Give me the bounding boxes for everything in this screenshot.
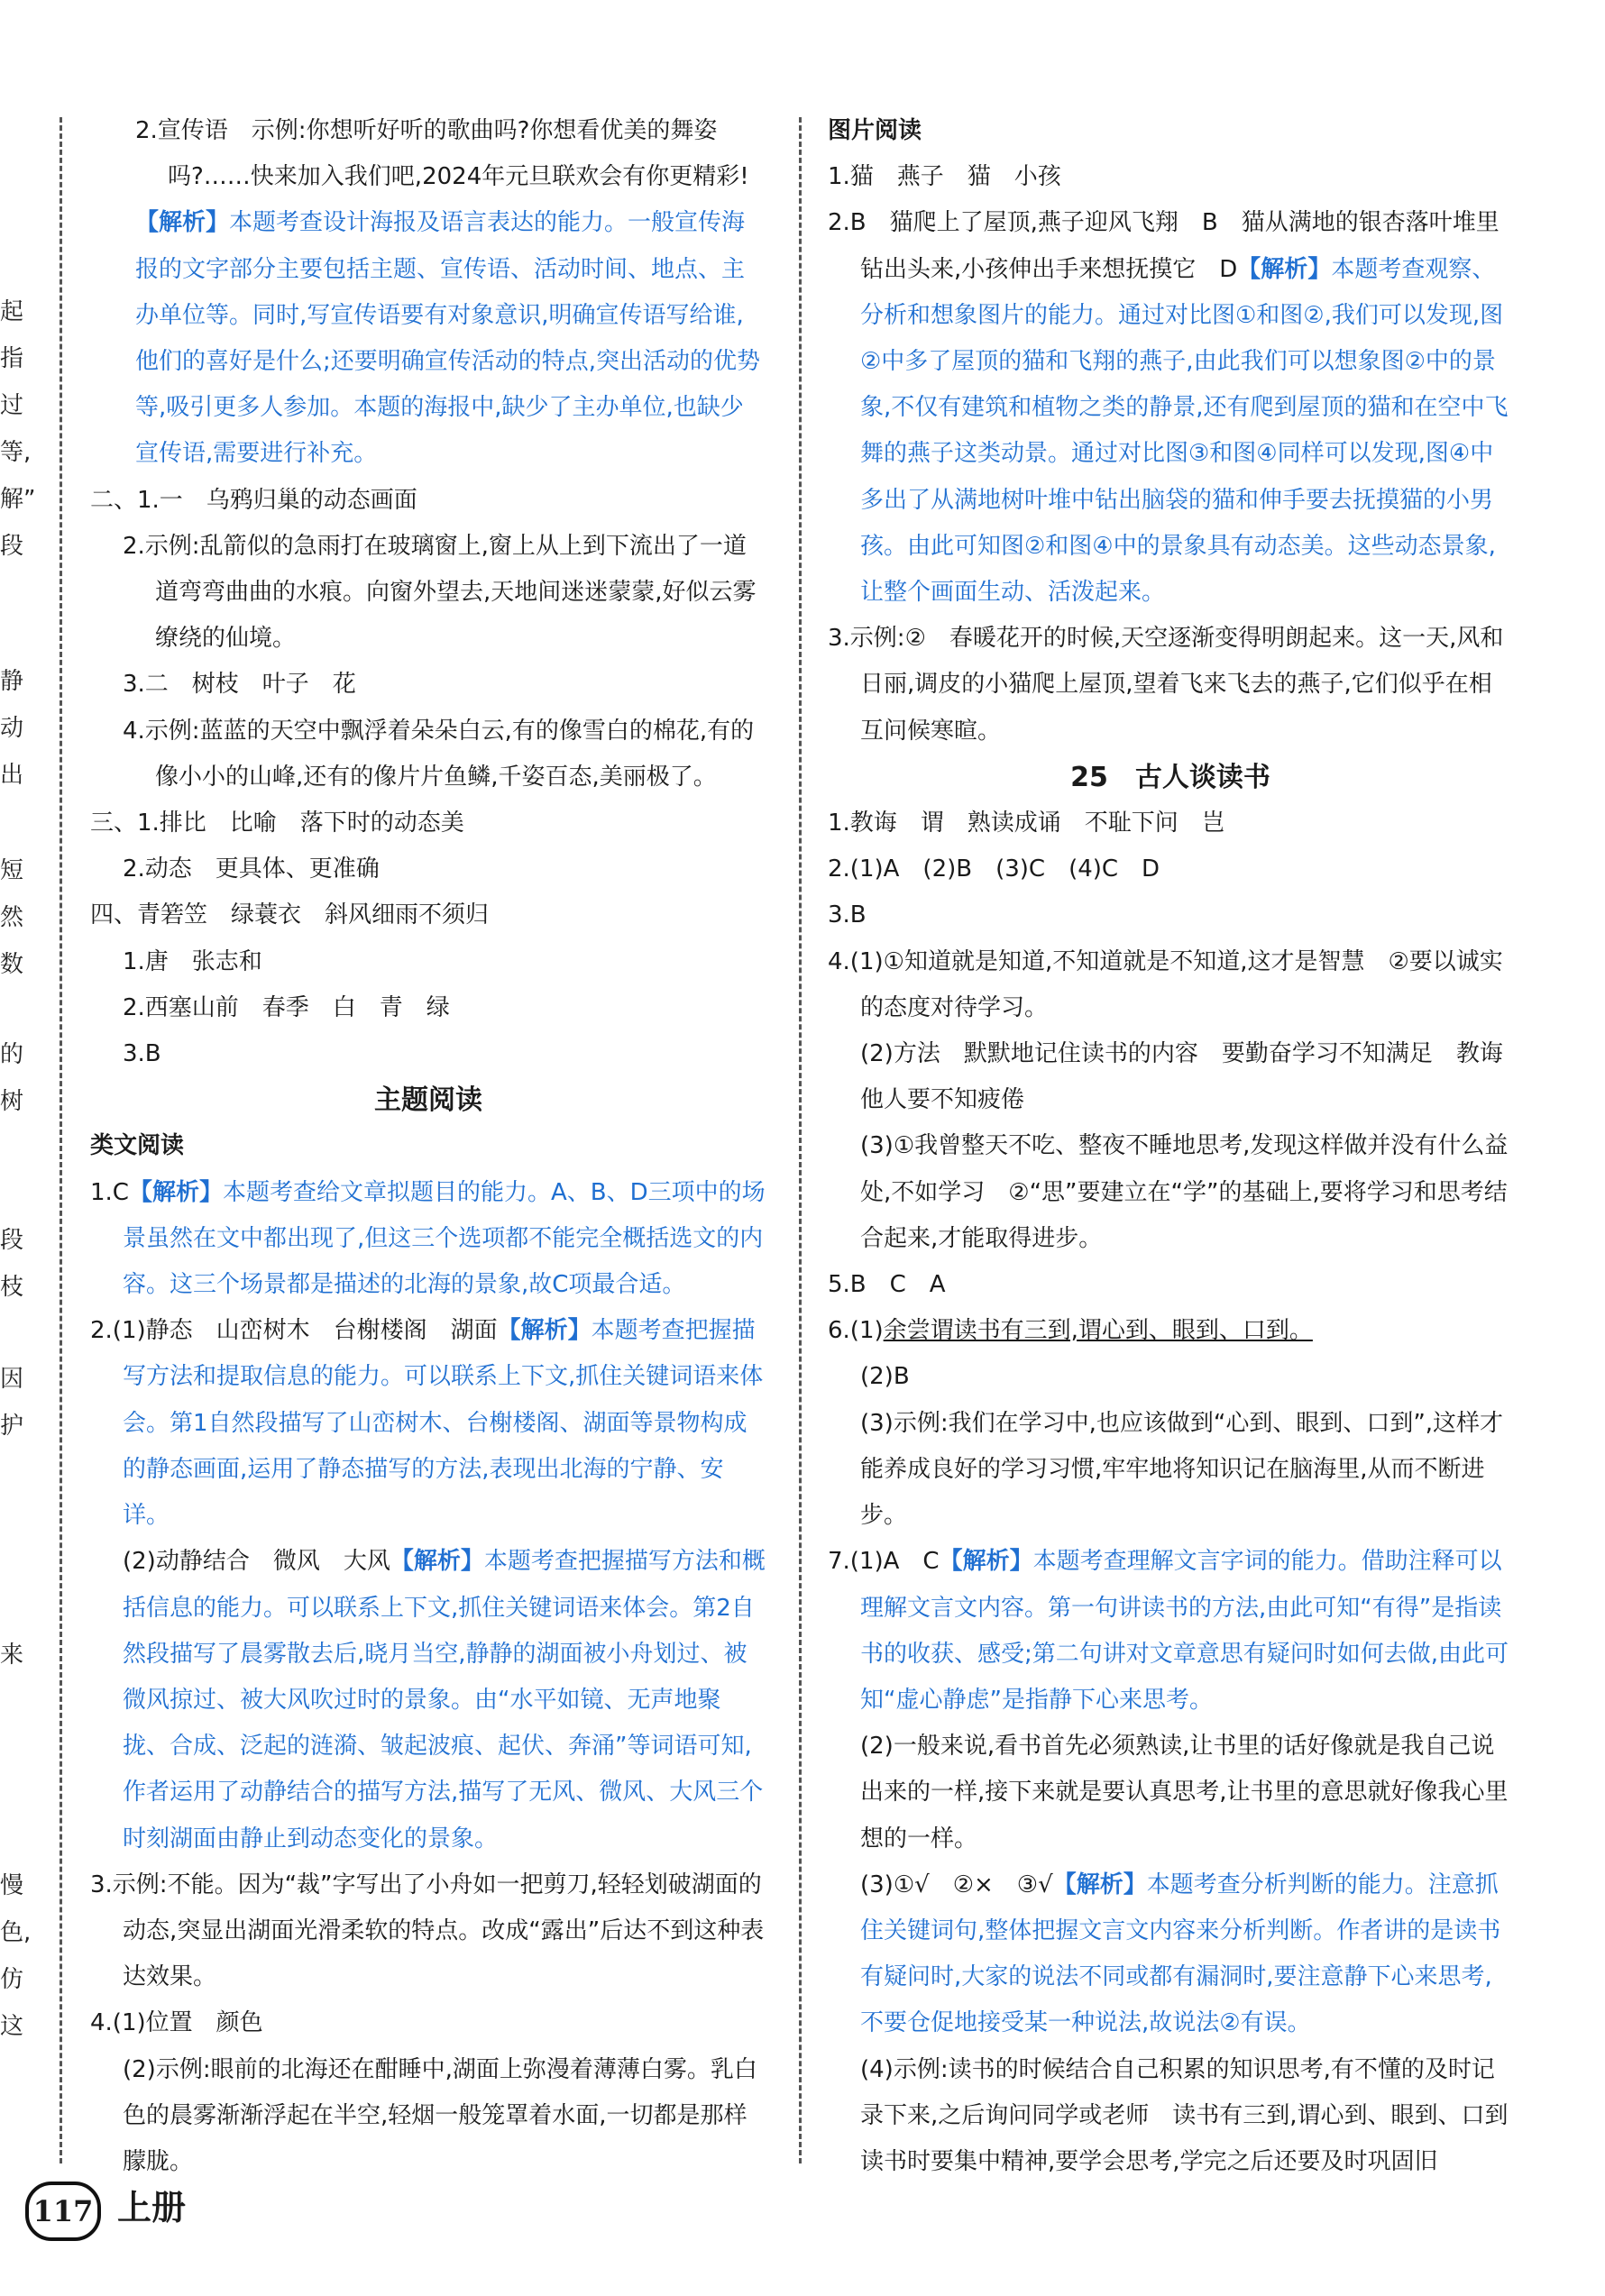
answer-line: 1.唐 张志和 bbox=[123, 947, 262, 975]
analysis-text: 本题考查把握描写方法和概括信息的能力。可以联系上下文,抓住关键词语来体会。第2自然段描写了晨雾散去后,晓月当空,静静的湖面被小舟划过、被微风掠过、被大风吹过时的景象。由“水平如镜、无声地聚拢、合成、泛起的涟漪、皱起波痕、起伏、奔涌”等词语可知,作者运用了动静结合的描写方法,描写了无风、微风、大风三个时刻湖面由静止到动态变化的景象。 bbox=[123, 1548, 766, 1852]
answer-line: 1.猫 燕子 猫 小孩 bbox=[828, 163, 1061, 191]
analysis-block bbox=[828, 1862, 1513, 2047]
analysis-block bbox=[828, 200, 1513, 616]
answer-line: 2.宣传语 示例:你想听好听的歌曲吗?你想看优美的舞姿 bbox=[135, 117, 718, 144]
answer-line: (2)B bbox=[860, 1363, 910, 1391]
answer-text: 1.C bbox=[90, 1178, 129, 1206]
answer-line: (2)方法 默默地记住读书的内容 要勤奋学习不知满足 教诲他人要不知疲倦 bbox=[860, 1040, 1503, 1114]
answer-line: 吗?……快来加入我们吧,2024年元旦联欢会有你更精彩! bbox=[168, 163, 749, 191]
edge-fragment: 因 bbox=[0, 1366, 24, 1393]
answer-text: 2.B 猫爬上了屋顶,燕子迎风飞翔 B 猫从满地的银杏落叶堆里钻出头来,小孩伸出手来想抚摸它 D bbox=[828, 209, 1500, 283]
underlined-quote: 余尝谓读书有三到,谓心到、眼到、口到。 bbox=[883, 1317, 1313, 1345]
analysis-block bbox=[90, 1539, 766, 1861]
answer-line: 2.动态 更具体、更准确 bbox=[123, 855, 380, 883]
analysis-tag: 【解析】 bbox=[135, 209, 230, 237]
answer-line: 3.示例:不能。因为“裁”字写出了小舟如一把剪刀,轻轻划破湖面的动态,突显出湖面光滑柔软的特点。改成“露出”后达不到这种表达效果。 bbox=[90, 1871, 765, 1991]
answer-line: 3.二 树枝 叶子 花 bbox=[123, 671, 356, 699]
analysis-block bbox=[828, 1539, 1513, 1724]
analysis-text: 本题考查理解文言字词的能力。借助注释可以理解文言文内容。第一句讲读书的方法,由此可知“有得”是指读书的收获、感受;第二句讲对文章意思有疑问时如何去做,由此可知“虚心静虑”是指静下心来思考。 bbox=[860, 1548, 1509, 1714]
answer-line: 二、1.一 乌鸦归巢的动态画面 bbox=[90, 486, 417, 514]
analysis-tag: 【解析】 bbox=[939, 1548, 1033, 1576]
edge-fragment: 动 bbox=[0, 715, 24, 742]
edge-fragment: 数 bbox=[0, 951, 24, 978]
edge-fragment: 仿 bbox=[0, 1966, 24, 1993]
answer-line: 4.(1)①知道就是知道,不知道就是不知道,这才是智慧 ②要以诚实的态度对待学习。 bbox=[828, 947, 1503, 1021]
answer-line: 5.B C A bbox=[828, 1271, 946, 1299]
edge-fragment: 段 bbox=[0, 1227, 24, 1254]
volume-label: 上册 bbox=[117, 2188, 187, 2227]
left-dashed-rule bbox=[60, 117, 62, 2163]
answer-line: 3.示例:② 春暖花开的时候,天空逐渐变得明朗起来。这一天,风和日丽,调皮的小猫爬上屋顶,望着飞来飞去的燕子,它们似乎在相互问候寒暄。 bbox=[828, 625, 1504, 745]
analysis-tag: 【解析】 bbox=[1052, 1871, 1147, 1898]
analysis-text: 本题考查给文章拟题目的能力。A、B、D三项中的场景虽然在文中都出现了,但这三个选项都不能完全概括选文的内容。这三个场景都是描述的北海的景象,故C项最合适。 bbox=[123, 1178, 766, 1299]
left-column bbox=[90, 108, 766, 2185]
answer-text: 2.(1)静态 山峦树木 台榭楼阁 湖面 bbox=[90, 1317, 498, 1345]
answer-line: (3)①我曾整天不吃、整夜不睡地思考,发现这样做并没有什么益处,不如学习 ②“思”要建立在“学”的基础上,要将学习和思考结合起来,才能取得进步。 bbox=[860, 1132, 1509, 1252]
section-title: 主题阅读 bbox=[374, 1084, 482, 1117]
page-footer bbox=[25, 2182, 386, 2254]
edge-fragment: 指 bbox=[0, 345, 24, 372]
edge-fragment: 过 bbox=[0, 392, 24, 419]
answer-line: 2.西塞山前 春季 白 青 绿 bbox=[123, 993, 450, 1021]
answer-line: 3.B bbox=[123, 1040, 161, 1068]
column-divider bbox=[799, 117, 802, 2163]
answer-text: 7.(1)A C bbox=[828, 1548, 940, 1576]
analysis-tag: 【解析】 bbox=[390, 1548, 484, 1576]
answer-line: 4.(1)位置 颜色 bbox=[90, 2009, 263, 2037]
edge-fragment: 等, bbox=[0, 439, 32, 466]
edge-fragment: 段 bbox=[0, 533, 24, 560]
answer-line: (2)一般来说,看书首先必须熟读,让书里的话好像就是我自己说出来的一样,接下来就是要认真思考,让书里的意思就好像我心里想的一样。 bbox=[860, 1733, 1509, 1852]
edge-fragment: 短 bbox=[0, 857, 24, 884]
answer-line: 2.示例:乱箭似的急雨打在玻璃窗上,窗上从上到下流出了一道道弯弯曲曲的水痕。向窗外望去,天地间迷迷蒙蒙,好似云雾缭绕的仙境。 bbox=[123, 532, 757, 653]
edge-fragment: 然 bbox=[0, 904, 24, 931]
analysis-tag: 【解析】 bbox=[1237, 255, 1332, 283]
edge-fragment: 静 bbox=[0, 668, 24, 695]
answer-line: (2)示例:眼前的北海还在酣睡中,湖面上弥漫着薄薄白雾。乳白色的晨雾渐渐浮起在半空,轻烟一般笼罩着水面,一切都是那样朦胧。 bbox=[123, 2055, 757, 2175]
answer-line: (4)示例:读书的时候结合自己积累的知识思考,有不懂的及时记录下来,之后询问同学或老师 读书有三到,谓心到、眼到、口到 读书时要集中精神,要学会思考,学完之后还要及时巩固旧 bbox=[860, 2055, 1532, 2175]
analysis-block bbox=[90, 1170, 766, 1309]
answer-line: 3.B bbox=[828, 901, 867, 929]
right-column bbox=[828, 108, 1532, 2185]
answer-text: 6.(1) bbox=[828, 1317, 884, 1345]
edge-fragment: 这 bbox=[0, 2013, 24, 2040]
edge-fragment: 慢 bbox=[0, 1872, 24, 1899]
analysis-block bbox=[90, 200, 766, 477]
answer-line: 三、1.排比 比喻 落下时的动态美 bbox=[90, 810, 464, 837]
analysis-text: 本题考查分析判断的能力。注意抓住关键词句,整体把握文言文内容来分析判断。作者讲的是读书有疑问时,大家的说法不同或都有漏洞时,要注意静下心来思考,不要仓促地接受某一种说法,故说法②有误。 bbox=[860, 1871, 1501, 2037]
answer-line: 2.(1)A (2)B (3)C (4)C D bbox=[828, 855, 1160, 883]
answer-line: (3)示例:我们在学习中,也应该做到“心到、眼到、口到”,这样才能养成良好的学习习惯,牢牢地将知识记在脑海里,从而不断进步。 bbox=[860, 1409, 1504, 1530]
edge-fragment: 的 bbox=[0, 1041, 24, 1068]
edge-fragment: 色, bbox=[0, 1919, 32, 1946]
edge-fragment: 出 bbox=[0, 762, 24, 789]
answer-line: 1.教诲 谓 熟读成诵 不耻下问 岂 bbox=[828, 810, 1225, 837]
answer-line bbox=[828, 1308, 1513, 1354]
answer-line: 四、青箬笠 绿蓑衣 斜风细雨不须归 bbox=[90, 901, 490, 929]
answer-text: (2)动静结合 微风 大风 bbox=[123, 1548, 390, 1576]
edge-fragment: 起 bbox=[0, 298, 24, 325]
edge-fragment: 来 bbox=[0, 1642, 24, 1669]
analysis-tag: 【解析】 bbox=[128, 1178, 223, 1206]
analysis-text: 本题考查把握描写方法和提取信息的能力。可以联系上下文,抓住关键词语来体会。第1自然段描写了山峦树木、台榭楼阁、湖面等景物构成的静态画面,运用了静态描写的方法,表现出北海的宁静、安详。 bbox=[123, 1317, 764, 1530]
analysis-tag: 【解析】 bbox=[497, 1317, 592, 1345]
analysis-block bbox=[90, 1308, 766, 1539]
subsection-title: 图片阅读 bbox=[828, 117, 922, 144]
edge-fragment: 树 bbox=[0, 1088, 24, 1115]
edge-fragment: 解” bbox=[0, 486, 36, 513]
page-number-badge: 117 bbox=[25, 2182, 101, 2241]
answer-text: (3)①√ ②× ③√ bbox=[860, 1871, 1053, 1898]
analysis-text: 本题考查观察、分析和想象图片的能力。通过对比图①和图②,我们可以发现,图②中多了屋顶的猫和飞翔的燕子,由此我们可以想象图②中的景象,不仅有建筑和植物之类的静景,还有爬到屋顶的猫和在空中飞舞的燕子这类动景。通过对比图③和图④同样可以发现,图④中多出了从满地树叶堆中钻出脑袋的猫和伸手要去抚摸猫的小男孩。由此可知图②和图④中的景象具有动态美。这些动态景象,让整个画面生动、活泼起来。 bbox=[860, 255, 1509, 607]
subsection-title: 类文阅读 bbox=[90, 1132, 185, 1160]
edge-fragment: 护 bbox=[0, 1413, 24, 1440]
lesson-title: 25 古人谈读书 bbox=[1070, 761, 1270, 793]
edge-fragment: 枝 bbox=[0, 1274, 24, 1301]
analysis-text: 本题考查设计海报及语言表达的能力。一般宣传海报的文字部分主要包括主题、宣传语、活动时间、地点、主办单位等。同时,写宣传语要有对象意识,明确宣传语写给谁,他们的喜好是什么;还要明确宣传活动的特点,突出活动的优势等,吸引更多人参加。本题的海报中,缺少了主办单位,也缺少宣传语,需要进行补充。 bbox=[135, 209, 761, 468]
answer-line: 4.示例:蓝蓝的天空中飘浮着朵朵白云,有的像雪白的棉花,有的像小小的山峰,还有的像片片鱼鳞,千姿百态,美丽极了。 bbox=[123, 717, 755, 791]
